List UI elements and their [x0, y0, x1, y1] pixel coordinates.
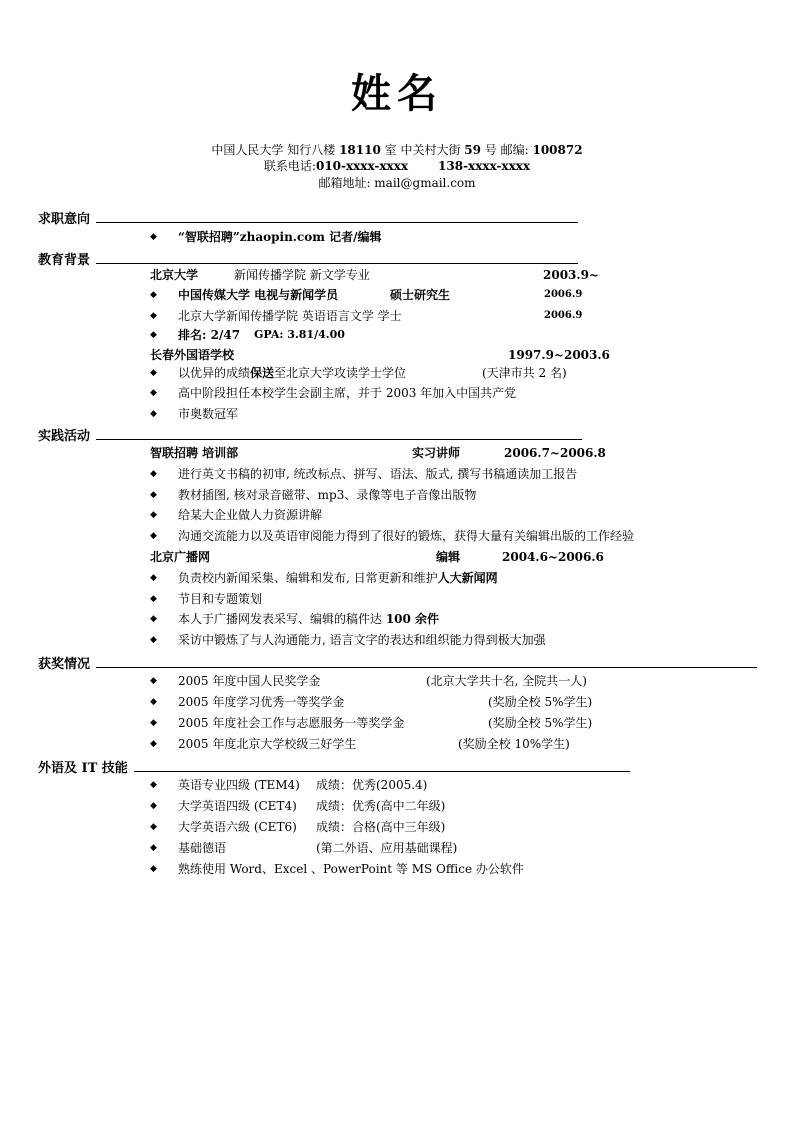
practice-item: 沟通交流能力以及英语审阅能力得到了很好的锻炼，获得大量有关编辑出版的工作经验	[178, 529, 635, 543]
practice-org2-row	[150, 548, 604, 566]
text-part: 以优异的成绩	[178, 366, 251, 380]
skill-note: 成绩：优秀(高中二年级)	[316, 799, 446, 813]
text-part: 负责校内新闻采集、编辑和发布, 日常更新和维护	[178, 571, 438, 585]
practice-item	[178, 610, 439, 628]
practice-item: 采访中锻炼了与人沟通能力, 语言文字的表达和组织能力得到极大加强	[178, 633, 546, 647]
edu-item-text: 中国传媒大学 电视与新闻学员	[178, 288, 339, 302]
section-title-education: 教育背景	[38, 253, 91, 268]
phone-label: 联系电话:	[263, 159, 316, 173]
text-emphasis: 人大新闻网	[437, 571, 498, 585]
award-text: 2005 年度北京大学校级三好学生	[178, 737, 357, 751]
section-title-intent: 求职意向	[38, 212, 91, 227]
email-link[interactable]: mail@gmail.com	[374, 176, 476, 190]
bullet-icon: ◆	[150, 573, 157, 583]
school-date: 2003.9~	[543, 268, 599, 282]
edu-date: 2006.9	[544, 310, 583, 321]
text-part: 至北京大学攻读学士学位	[274, 366, 407, 380]
text-emphasis: 100 余件	[385, 612, 440, 626]
bullet-icon: ◆	[150, 330, 157, 340]
list-item	[150, 364, 600, 382]
award-note: (奖励全校 5%学生)	[488, 695, 593, 709]
section-title-awards: 获奖情况	[38, 657, 91, 672]
practice-item: 教材插图, 核对录音磁带、mp3、录像等电子音像出版物	[178, 488, 477, 502]
bullet-icon: ◆	[150, 697, 157, 707]
school-department: 新闻传播学院 新文学专业	[234, 268, 370, 282]
bullet-icon: ◆	[150, 388, 157, 398]
bullet-icon: ◆	[150, 510, 157, 520]
bullet-icon: ◆	[150, 614, 157, 624]
bullet-icon: ◆	[150, 864, 157, 874]
award-text: 2005 年度社会工作与志愿服务一等奖学金	[178, 716, 405, 730]
section-rule	[96, 222, 578, 223]
list-item	[150, 818, 550, 836]
list-item	[150, 307, 590, 325]
email-label: 邮箱地址:	[318, 176, 375, 190]
section-title-skills: 外语及 IT 技能	[38, 761, 128, 776]
street-number: 59	[464, 143, 481, 157]
edu-rank: 排名: 2/47	[178, 328, 241, 342]
award-text: 2005 年度中国人民奖学金	[178, 674, 321, 688]
org-role: 编辑	[436, 550, 461, 564]
award-note: (北京大学共十名, 全院共一人)	[426, 674, 587, 688]
address-part: 号 邮编:	[480, 143, 533, 157]
list-item	[150, 326, 590, 344]
intent-item: “智联招聘”zhaopin.com 记者/编辑	[178, 230, 382, 244]
org-date: 2006.7~2006.8	[504, 446, 606, 460]
list-item	[150, 286, 590, 304]
bullet-icon: ◆	[150, 822, 157, 832]
bullet-icon: ◆	[150, 232, 157, 242]
bullet-icon: ◆	[150, 368, 157, 378]
skill-text: 英语专业四级 (TEM4)	[178, 778, 300, 792]
phone-line	[0, 158, 794, 174]
practice-item: 节目和专题策划	[178, 592, 263, 606]
edu-date: 2006.9	[544, 289, 583, 300]
list-item	[150, 797, 550, 815]
school-name: 长春外国语学校	[150, 348, 235, 362]
org-date: 2004.6~2006.6	[502, 550, 604, 564]
skill-note: 成绩：合格(高中三年级)	[316, 820, 446, 834]
award-note: (奖励全校 5%学生)	[488, 716, 593, 730]
phone-2: 138-xxxx-xxxx	[438, 159, 531, 173]
email-line	[0, 175, 794, 191]
org-name: 智联招聘 培训部	[150, 446, 239, 460]
edu-item-text: 北京大学新闻传播学院 英语语言文学 学士	[178, 309, 402, 323]
bullet-icon: ◆	[150, 739, 157, 749]
edu-item-text: 市奥数冠军	[178, 407, 239, 421]
edu-degree: 硕士研究生	[390, 288, 451, 302]
text-part: 本人于广播网发表采写、编辑的稿件达	[178, 612, 386, 626]
bullet-icon: ◆	[150, 409, 157, 419]
bullet-icon: ◆	[150, 718, 157, 728]
award-note: (奖励全校 10%学生)	[458, 737, 570, 751]
bullet-icon: ◆	[150, 594, 157, 604]
edu-pku-row	[150, 266, 599, 284]
bullet-icon: ◆	[150, 843, 157, 853]
address-part: 室 中关村大街	[380, 143, 465, 157]
bullet-icon: ◆	[150, 290, 157, 300]
skill-text: 大学英语四级 (CET4)	[178, 799, 297, 813]
org-role: 实习讲师	[412, 446, 461, 460]
edu-changchun-row	[150, 346, 610, 364]
practice-org1-row	[150, 444, 606, 462]
school-name: 北京大学	[150, 268, 199, 282]
bullet-icon: ◆	[150, 311, 157, 321]
skill-note: 成绩：优秀(2005.4)	[316, 778, 428, 792]
room-number: 18110	[339, 143, 381, 157]
bullet-icon: ◆	[150, 635, 157, 645]
phone-1: 010-xxxx-xxxx	[315, 159, 409, 173]
candidate-name: 姓名	[351, 70, 443, 117]
bullet-icon: ◆	[150, 490, 157, 500]
list-item	[150, 735, 630, 753]
section-title-practice: 实践活动	[38, 429, 91, 444]
skill-note: (第二外语、应用基础课程)	[316, 841, 458, 855]
bullet-icon: ◆	[150, 531, 157, 541]
section-rule	[96, 667, 757, 668]
edu-gpa: GPA: 3.81/4.00	[254, 328, 345, 341]
list-item	[150, 776, 550, 794]
practice-item: 进行英文书稿的初审, 统改标点、拼写、语法、版式, 撰写书稿通读加工报告	[178, 467, 578, 481]
address-part: 中国人民大学 知行八楼	[211, 143, 340, 157]
skill-text: 大学英语六级 (CET6)	[178, 820, 297, 834]
section-rule	[96, 439, 582, 440]
edu-item-text	[178, 364, 406, 382]
section-rule	[96, 263, 578, 264]
org-name: 北京广播网	[150, 550, 211, 564]
bullet-icon: ◆	[150, 469, 157, 479]
postcode: 100872	[532, 143, 583, 157]
section-rule	[134, 771, 630, 772]
text-emphasis: 保送	[250, 366, 275, 380]
edu-item-text: 高中阶段担任本校学生会副主席，并于 2003 年加入中国共产党	[178, 386, 517, 400]
skill-text: 基础德语	[178, 841, 227, 855]
practice-item	[178, 569, 498, 587]
edu-note: (天津市共 2 名)	[482, 366, 567, 380]
list-item	[150, 714, 630, 732]
bullet-icon: ◆	[150, 801, 157, 811]
address-line	[0, 142, 794, 158]
bullet-icon: ◆	[150, 676, 157, 686]
skill-office: 熟练使用 Word、Excel 、PowerPoint 等 MS Office 办公软件	[178, 862, 524, 876]
practice-item: 给某大企业做人力资源讲解	[178, 508, 323, 522]
bullet-icon: ◆	[150, 780, 157, 790]
list-item	[150, 839, 550, 857]
list-item	[150, 672, 630, 690]
school-date: 1997.9~2003.6	[508, 348, 610, 362]
list-item	[150, 693, 630, 711]
award-text: 2005 年度学习优秀一等奖学金	[178, 695, 345, 709]
